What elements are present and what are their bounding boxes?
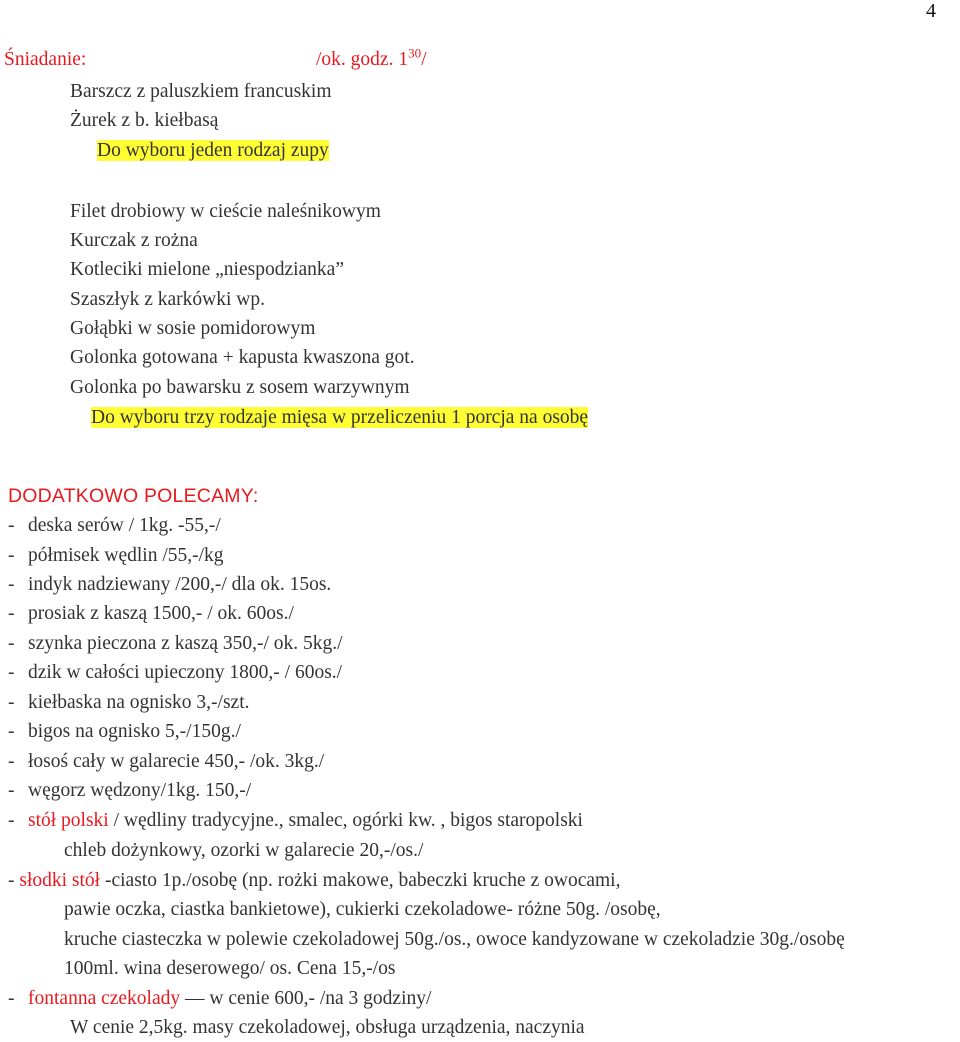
meat-item: Golonka gotowana + kapusta kwaszona got. xyxy=(70,347,415,368)
meat-item: Szaszłyk z karkówki wp. xyxy=(70,289,265,310)
list-item-text: prosiak z kaszą 1500,- / ok. 60os./ xyxy=(28,603,294,624)
polish-table-text: / wędliny tradycyjne., smalec, ogórki kw. , bigos staropolski xyxy=(108,810,583,831)
list-item xyxy=(8,632,343,656)
meat-item: Kurczak z rożna xyxy=(70,230,198,251)
breakfast-time-prefix: /ok. godz. 1 xyxy=(316,49,409,70)
list-dash: - xyxy=(8,545,15,566)
list-item-text: szynka pieczona z kaszą 350,-/ ok. 5kg./ xyxy=(28,633,343,654)
meat-item: Filet drobiowy w cieście naleśnikowym xyxy=(70,201,381,222)
breakfast-time-minutes: 30 xyxy=(408,45,422,61)
meats-note: Do wyboru trzy rodzaje mięsa w przeliczeniu 1 porcja na osobę xyxy=(91,407,589,428)
list-item xyxy=(8,573,331,597)
list-dash: - xyxy=(8,633,15,654)
sweet-table-line2: pawie oczka, ciastka bankietowe), cukierki czekoladowe- różne 50g. /osobę, xyxy=(64,899,661,920)
list-item-text: deska serów / 1kg. -55,-/ xyxy=(28,515,221,536)
list-dash: - xyxy=(8,574,15,595)
list-item xyxy=(8,720,241,744)
soups-note: Do wyboru jeden rodzaj zupy xyxy=(97,140,329,161)
list-item xyxy=(8,514,221,538)
list-dash: - xyxy=(8,780,15,801)
list-dash: - xyxy=(8,603,15,624)
polish-table-label: stół polski xyxy=(28,810,109,831)
fountain-line2: W cenie 2,5kg. masy czekoladowej, obsługa urządzenia, naczynia xyxy=(70,1017,585,1038)
list-item-text: indyk nadziewany /200,-/ dla ok. 15os. xyxy=(28,574,332,595)
soup-item: Żurek z b. kiełbasą xyxy=(70,110,219,131)
list-dash: - xyxy=(8,721,15,742)
fountain-label: fontanna czekolady xyxy=(28,988,181,1009)
polish-table-item xyxy=(8,809,583,833)
fountain-text: — w cenie 600,- /na 3 godziny/ xyxy=(180,988,432,1009)
list-item-text: dzik w całości upieczony 1800,- / 60os./ xyxy=(28,662,343,683)
list-dash: - xyxy=(8,988,15,1009)
fountain-item xyxy=(8,987,431,1011)
sweet-table-line3: kruche ciasteczka w polewie czekoladowej 50g./os., owoce kandyzowane w czekoladzie 30g./osobę xyxy=(64,929,845,950)
sweet-table-label: słodki stół xyxy=(19,870,101,891)
list-item-text: kiełbaska na ognisko 3,-/szt. xyxy=(28,692,250,713)
list-dash: - xyxy=(8,810,15,831)
list-item xyxy=(8,750,324,774)
breakfast-label: Śniadanie: xyxy=(4,49,87,70)
list-item xyxy=(8,661,342,685)
sweet-table-line4: 100ml. wina deserowego/ os. Cena 15,-/os xyxy=(64,958,396,979)
meat-item: Kotleciki mielone „niespodzianka” xyxy=(70,259,344,280)
breakfast-time-suffix: / xyxy=(421,49,427,70)
list-dash: - xyxy=(8,870,20,891)
list-item-text: bigos na ognisko 5,-/150g./ xyxy=(28,721,241,742)
meat-item: Gołąbki w sosie pomidorowym xyxy=(70,318,316,339)
list-dash: - xyxy=(8,515,15,536)
list-item xyxy=(8,602,294,626)
extras-heading: DODATKOWO POLECAMY: xyxy=(8,485,259,507)
sweet-table-text: -ciasto 1p./osobę (np. rożki makowe, babeczki kruche z owocami, xyxy=(100,870,621,891)
list-dash: - xyxy=(8,662,15,683)
list-item-text: węgorz wędzony/1kg. 150,-/ xyxy=(28,780,252,801)
list-dash: - xyxy=(8,751,15,772)
sweet-table-item xyxy=(8,869,620,893)
polish-table-line2: chleb dożynkowy, ozorki w galarecie 20,-/os./ xyxy=(64,840,424,861)
meat-item: Golonka po bawarsku z sosem warzywnym xyxy=(70,377,410,398)
list-item xyxy=(8,691,250,715)
breakfast-time xyxy=(316,45,427,72)
soup-item: Barszcz z paluszkiem francuskim xyxy=(70,81,332,102)
list-item xyxy=(8,544,224,568)
list-item-text: półmisek wędlin /55,-/kg xyxy=(28,545,224,566)
page-number: 4 xyxy=(926,0,936,22)
list-item-text: łosoś cały w galarecie 450,- /ok. 3kg./ xyxy=(28,751,325,772)
list-item xyxy=(8,779,251,803)
list-dash: - xyxy=(8,692,15,713)
